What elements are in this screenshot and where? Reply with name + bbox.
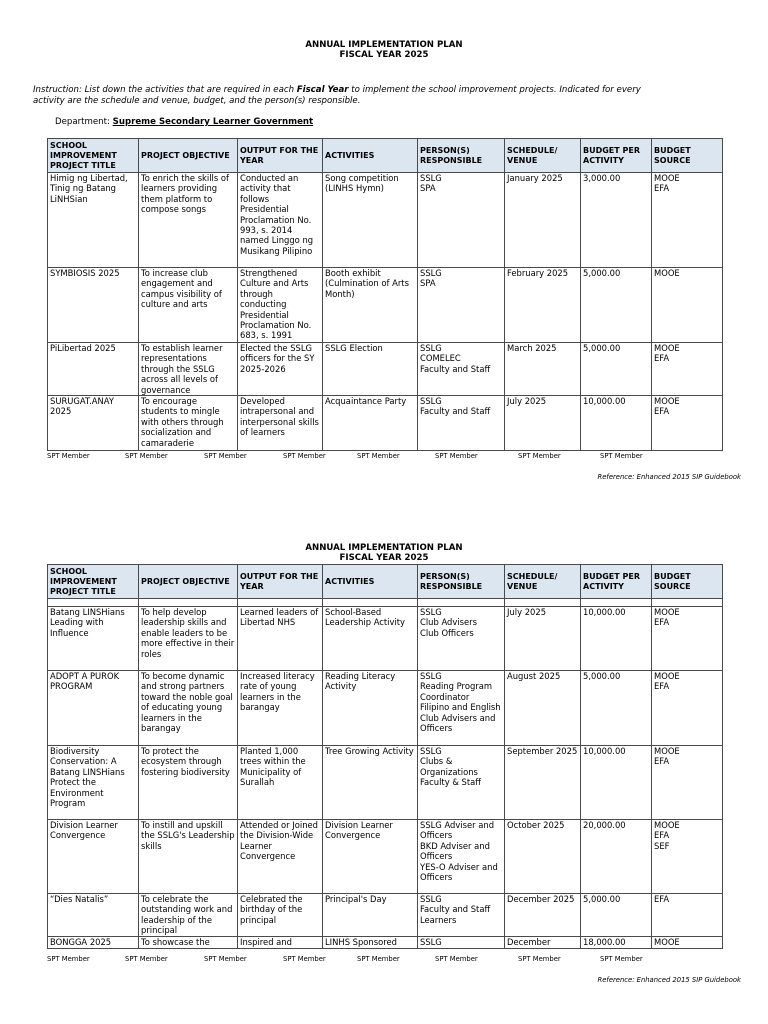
cell-persons (418, 937, 505, 949)
spt-member-label: SPT Member (204, 955, 247, 963)
person-entry: SSLG (420, 268, 442, 278)
spt-member-label: SPT Member (283, 452, 326, 460)
budget-source-entry: MOOE (654, 396, 680, 407)
spt-member-label: SPT Member (47, 955, 90, 963)
spt-member-label: SPT Member (125, 452, 168, 460)
person-entry: Clubs & Organizations (420, 756, 478, 777)
budget-source-entry: EFA (654, 681, 670, 692)
header-activities: ACTIVITIES (323, 139, 418, 173)
person-entry: Club Advisers (420, 617, 477, 628)
cell-schedule: December (505, 937, 581, 949)
cell-budget-source (652, 746, 723, 820)
reference-note: Reference: Enhanced 2015 SIP Guidebook (597, 473, 741, 481)
budget-source-entry: EFA (654, 756, 670, 767)
cell-objective: To enrich the skills of learners providing them platform to compose songs (139, 173, 238, 268)
person-entry: Faculty and Staff (420, 406, 491, 417)
person-entry: SPA (420, 278, 436, 289)
budget-source-entry: MOOE (654, 820, 680, 830)
table-row (48, 671, 723, 746)
cell-output: Planted 1,000 trees within the Municipality of Surallah (238, 746, 323, 820)
cell-objective: To celebrate the outstanding work and leadership of the principal (139, 894, 238, 937)
person-entry: COMELEC (420, 353, 461, 364)
spt-member-signatures-2 (47, 955, 667, 965)
cell-output: Attended or Joined the Division-Wide Learner Convergence (238, 820, 323, 894)
table-row (48, 607, 723, 671)
person-entry: YES-O Adviser and Officers (420, 861, 498, 883)
table-row (48, 937, 723, 949)
cell-persons (418, 820, 505, 894)
budget-source-entry: MOOE (654, 671, 680, 681)
budget-source-entry: EFA (654, 183, 670, 194)
budget-source-entry: EFA (654, 406, 670, 417)
cell-budget-source (652, 343, 723, 396)
cell-project-title: PiLibertad 2025 (48, 343, 139, 396)
header-objective: PROJECT OBJECTIVE (139, 565, 238, 599)
cell-schedule: July 2025 (505, 607, 581, 671)
cell-project-title: Batang LINSHians Leading with Influence (48, 607, 139, 671)
cell-output: Increased literacy rate of young learners in the barangay (238, 671, 323, 746)
person-entry: SSLG (420, 607, 442, 617)
cell-budget: 5,000.00 (581, 894, 652, 937)
cell-budget: 20,000.00 (581, 820, 652, 894)
header-activities: ACTIVITIES (323, 565, 418, 599)
header-source: BUDGET SOURCE (652, 139, 723, 173)
cell-output: Celebrated the birthday of the principal (238, 894, 323, 937)
cell-output: Strengthened Culture and Arts through conducting Presidential Proclamation No. 683, s. 1991 (238, 268, 323, 343)
cell-output: Elected the SSLG officers for the SY 2025-2026 (238, 343, 323, 396)
cell-activities: SSLG Election (323, 343, 418, 396)
plan-title-line2: FISCAL YEAR 2025 (339, 553, 429, 563)
spt-member-label: SPT Member (600, 955, 643, 963)
cell-project-title: Biodiversity Conservation: A Batang LINSHians Protect the Environment Program (48, 746, 139, 820)
cell-schedule: December 2025 (505, 894, 581, 937)
cell-output: Inspired and (238, 937, 323, 949)
header-objective: PROJECT OBJECTIVE (139, 139, 238, 173)
budget-source-entry: MOOE (654, 268, 680, 278)
spt-member-label: SPT Member (600, 452, 643, 460)
budget-source-entry: MOOE (654, 343, 680, 353)
person-entry: Faculty and Staff (420, 904, 491, 915)
cell-schedule: September 2025 (505, 746, 581, 820)
person-entry: Reading Program Coordinator (420, 681, 492, 702)
cell-budget-source (652, 607, 723, 671)
cell-objective: To protect the ecosystem through fostering biodiversity (139, 746, 238, 820)
table-row (48, 268, 723, 343)
header-output: OUTPUT FOR THE YEAR (238, 565, 323, 599)
table-row (48, 396, 723, 451)
cell-budget-source (652, 671, 723, 746)
cell-budget-source (652, 937, 723, 949)
cell-budget: 18,000.00 (581, 937, 652, 949)
person-entry: SPA (420, 183, 436, 194)
cell-budget: 5,000.00 (581, 268, 652, 343)
table-row (48, 894, 723, 937)
instruction-pre: Instruction: List down the activities that are required in each (33, 85, 297, 95)
person-entry: Learners (420, 914, 457, 925)
cell-activities: Principal's Day (323, 894, 418, 937)
implementation-table-2 (47, 564, 723, 949)
department-line (55, 117, 313, 127)
cell-schedule: February 2025 (505, 268, 581, 343)
header-persons: PERSON(S) RESPONSIBLE (418, 565, 505, 599)
cell-persons (418, 268, 505, 343)
budget-source-entry: EFA (654, 617, 670, 628)
cell-project-title: SURUGAT.ANAY 2025 (48, 396, 139, 451)
budget-source-entry: SEF (654, 840, 670, 851)
cell-objective: To increase club engagement and campus visibility of culture and arts (139, 268, 238, 343)
header-source: BUDGET SOURCE (652, 565, 723, 599)
header-schedule: SCHEDULE/ VENUE (505, 139, 581, 173)
cell-project-title: Himig ng Libertad, Tinig ng Batang LiNHSian (48, 173, 139, 268)
cell-activities: Booth exhibit (Culmination of Arts Month) (323, 268, 418, 343)
cell-activities: LINHS Sponsored (323, 937, 418, 949)
person-entry: SSLG (420, 937, 442, 947)
header-persons: PERSON(S) RESPONSIBLE (418, 139, 505, 173)
person-entry: SSLG (420, 894, 442, 904)
cell-schedule: January 2025 (505, 173, 581, 268)
cell-persons (418, 173, 505, 268)
cell-persons (418, 894, 505, 937)
table-row (48, 173, 723, 268)
cell-objective: To establish learner representations through the SSLG across all levels of governance (139, 343, 238, 396)
header-schedule: SCHEDULE/ VENUE (505, 565, 581, 599)
instruction-post: to implement the school improvement projects. Indicated for every activity are the schedule and venue, budget, and the person(s) responsible. (33, 85, 641, 106)
person-entry: Faculty and Staff (420, 363, 491, 374)
header-budget: BUDGET PER ACTIVITY (581, 565, 652, 599)
cell-output: Learned leaders of Libertad NHS (238, 607, 323, 671)
department-label: Department: (55, 117, 110, 127)
person-entry: SSLG Adviser and Officers (420, 820, 495, 841)
cell-persons (418, 607, 505, 671)
cell-persons (418, 396, 505, 451)
person-entry: BKD Adviser and Officers (420, 840, 490, 862)
cell-activities: Tree Growing Activity (323, 746, 418, 820)
spt-member-label: SPT Member (357, 955, 400, 963)
person-entry: SSLG (420, 173, 442, 183)
instruction-bold: Fiscal Year (296, 85, 349, 95)
cell-objective: To showcase the (139, 937, 238, 949)
cell-schedule: August 2025 (505, 671, 581, 746)
department-name: Supreme Secondary Learner Government (112, 117, 314, 127)
budget-source-entry: EFA (654, 830, 670, 841)
budget-source-entry: MOOE (654, 937, 680, 947)
budget-source-entry: MOOE (654, 173, 680, 183)
budget-source-entry: MOOE (654, 746, 680, 756)
spt-member-label: SPT Member (357, 452, 400, 460)
cell-persons (418, 746, 505, 820)
cell-budget-source (652, 396, 723, 451)
cell-schedule: July 2025 (505, 396, 581, 451)
table-row (48, 820, 723, 894)
cell-budget-source (652, 173, 723, 268)
cell-project-title: ADOPT A PUROK PROGRAM (48, 671, 139, 746)
budget-source-entry: EFA (654, 894, 670, 904)
cell-output: Developed intrapersonal and interpersonal skills of learners (238, 396, 323, 451)
cell-objective: To encourage students to mingle with others through socialization and camaraderie (139, 396, 238, 451)
cell-activities: Reading Literacy Activity (323, 671, 418, 746)
plan-title (0, 40, 768, 60)
spt-member-label: SPT Member (435, 452, 478, 460)
header-output: OUTPUT FOR THE YEAR (238, 139, 323, 173)
person-entry: Filipino and English Club Advisers and Officers (420, 702, 501, 734)
plan-title-2 (0, 543, 768, 563)
spt-member-signatures (47, 452, 667, 462)
spt-member-label: SPT Member (518, 955, 561, 963)
spt-member-label: SPT Member (47, 452, 90, 460)
person-entry: Club Officers (420, 627, 474, 638)
header-budget: BUDGET PER ACTIVITY (581, 139, 652, 173)
spt-member-label: SPT Member (518, 452, 561, 460)
header-project-title: SCHOOL IMPROVEMENT PROJECT TITLE (48, 139, 139, 173)
cell-budget: 5,000.00 (581, 671, 652, 746)
cell-budget: 10,000.00 (581, 746, 652, 820)
budget-source-entry: EFA (654, 353, 670, 364)
cell-budget: 10,000.00 (581, 607, 652, 671)
reference-note-2: Reference: Enhanced 2015 SIP Guidebook (597, 976, 741, 984)
cell-activities: Acquaintance Party (323, 396, 418, 451)
cell-schedule: March 2025 (505, 343, 581, 396)
cell-activities: Division Learner Convergence (323, 820, 418, 894)
table-row (48, 746, 723, 820)
cell-output: Conducted an activity that follows Presidential Proclamation No. 993, s. 2014 named Linggo ng Musikang Pilipino (238, 173, 323, 268)
table-header-row (48, 565, 723, 599)
person-entry: SSLG (420, 396, 442, 407)
person-entry: SSLG (420, 343, 442, 353)
budget-source-entry: MOOE (654, 607, 680, 617)
person-entry: SSLG (420, 671, 442, 681)
table-row (48, 343, 723, 396)
header-project-title: SCHOOL IMPROVEMENT PROJECT TITLE (48, 565, 139, 599)
table-header-row (48, 139, 723, 173)
cell-project-title: BONGGA 2025 (48, 937, 139, 949)
cell-objective: To help develop leadership skills and enable leaders to be more effective in their roles (139, 607, 238, 671)
spt-member-label: SPT Member (125, 955, 168, 963)
cell-activities: School-Based Leadership Activity (323, 607, 418, 671)
cell-schedule: October 2025 (505, 820, 581, 894)
cell-project-title: Division Learner Convergence (48, 820, 139, 894)
cell-objective: To become dynamic and strong partners toward the noble goal of educating young learners in the barangay (139, 671, 238, 746)
cell-budget-source (652, 894, 723, 937)
cell-budget-source (652, 268, 723, 343)
cell-budget: 5,000.00 (581, 343, 652, 396)
cell-budget: 10,000.00 (581, 396, 652, 451)
plan-title-line1: ANNUAL IMPLEMENTATION PLAN (305, 543, 463, 553)
cell-persons (418, 343, 505, 396)
implementation-table-1 (47, 138, 723, 451)
spt-member-label: SPT Member (283, 955, 326, 963)
cell-persons (418, 671, 505, 746)
cell-project-title: SYMBIOSIS 2025 (48, 268, 139, 343)
plan-title-line1: ANNUAL IMPLEMENTATION PLAN (305, 40, 463, 50)
table-spacer-row (48, 599, 723, 607)
cell-budget: 3,000.00 (581, 173, 652, 268)
spt-member-label: SPT Member (435, 955, 478, 963)
person-entry: SSLG (420, 746, 442, 756)
plan-title-line2: FISCAL YEAR 2025 (339, 50, 429, 60)
person-entry: Faculty & Staff (420, 777, 482, 788)
instruction-text (33, 85, 673, 107)
spt-member-label: SPT Member (204, 452, 247, 460)
cell-project-title: “Dies Natalis” (48, 894, 139, 937)
cell-budget-source (652, 820, 723, 894)
cell-activities: Song competition (LINHS Hymn) (323, 173, 418, 268)
cell-objective: To instill and upskill the SSLG's Leadership skills (139, 820, 238, 894)
